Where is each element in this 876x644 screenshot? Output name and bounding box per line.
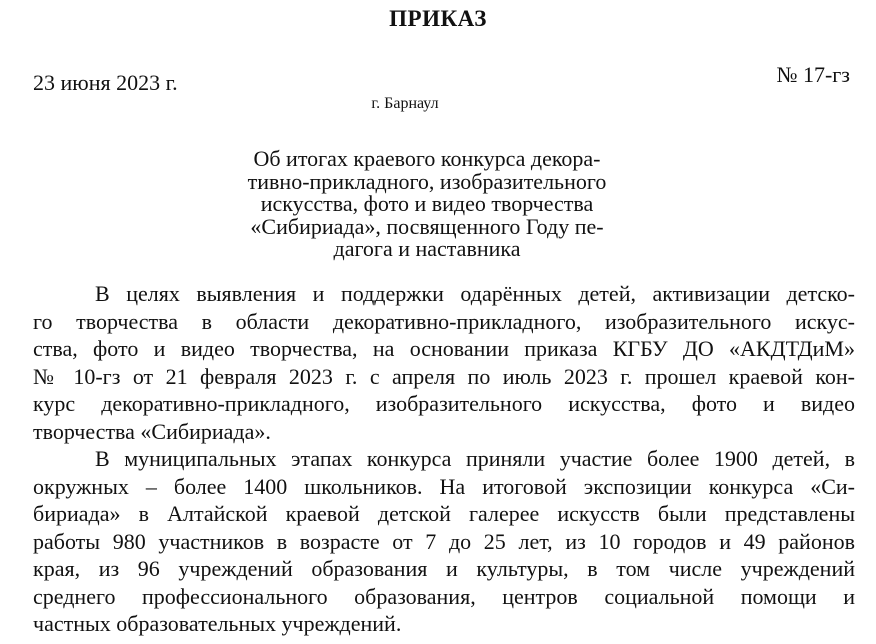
order-number: № 17-гз (776, 62, 850, 87)
body-paragraph-2 (33, 445, 855, 638)
subject-line: Об итогах краевого конкурса декора- (253, 146, 601, 171)
body-line: го творчества в области декоративно-прикладного, изобразительного искус- (33, 308, 855, 334)
body-line: бириада» в Алтайской краевой детской галерее искусств были представлены (33, 501, 855, 526)
body-line: № 10-гз от 21 февраля 2023 г. с апреля по июль 2023 г. прошел краевой кон- (33, 363, 855, 389)
subject-line: дагога и наставника (333, 236, 521, 261)
body-paragraph-1 (33, 280, 855, 445)
body-line: окружных – более 1400 школьников. На итоговой экспозиции конкурса «Си- (33, 473, 855, 499)
body-line: курс декоративно-прикладного, изобразительного искусства, фото и видео (33, 391, 855, 416)
body-line: частных образовательных учреждений. (33, 611, 402, 636)
body-line: В целях выявления и поддержки одарённых детей, активизации детско- (95, 281, 855, 306)
body-line: работы 980 участников в возрасте от 7 до 25 лет, из 10 городов и 49 районов (33, 528, 855, 554)
body-line: ства, фото и видео творчества, на основании приказа КГБУ ДО «АКДТДиМ» (33, 336, 855, 361)
order-subject (222, 148, 632, 261)
body-line: творчества «Сибириада». (33, 418, 271, 444)
order-city: г. Барнаул (371, 95, 439, 112)
document-title: ПРИКАЗ (389, 6, 487, 31)
subject-line: искусства, фото и видео творчества (260, 191, 594, 216)
subject-line: тивно-прикладного, изобразительного (247, 168, 607, 194)
body-line: края, из 96 учреждений образования и культуры, в том числе учреждений (33, 556, 855, 581)
order-body (33, 280, 855, 638)
subject-line: «Сибириада», посвященного Году пе- (250, 213, 604, 239)
order-date: 23 июня 2023 г. (33, 70, 178, 95)
body-line: В муниципальных этапах конкурса приняли участие более 1900 детей, в (95, 446, 855, 471)
body-line: среднего профессионального образования, центров социальной помощи и (33, 583, 855, 609)
